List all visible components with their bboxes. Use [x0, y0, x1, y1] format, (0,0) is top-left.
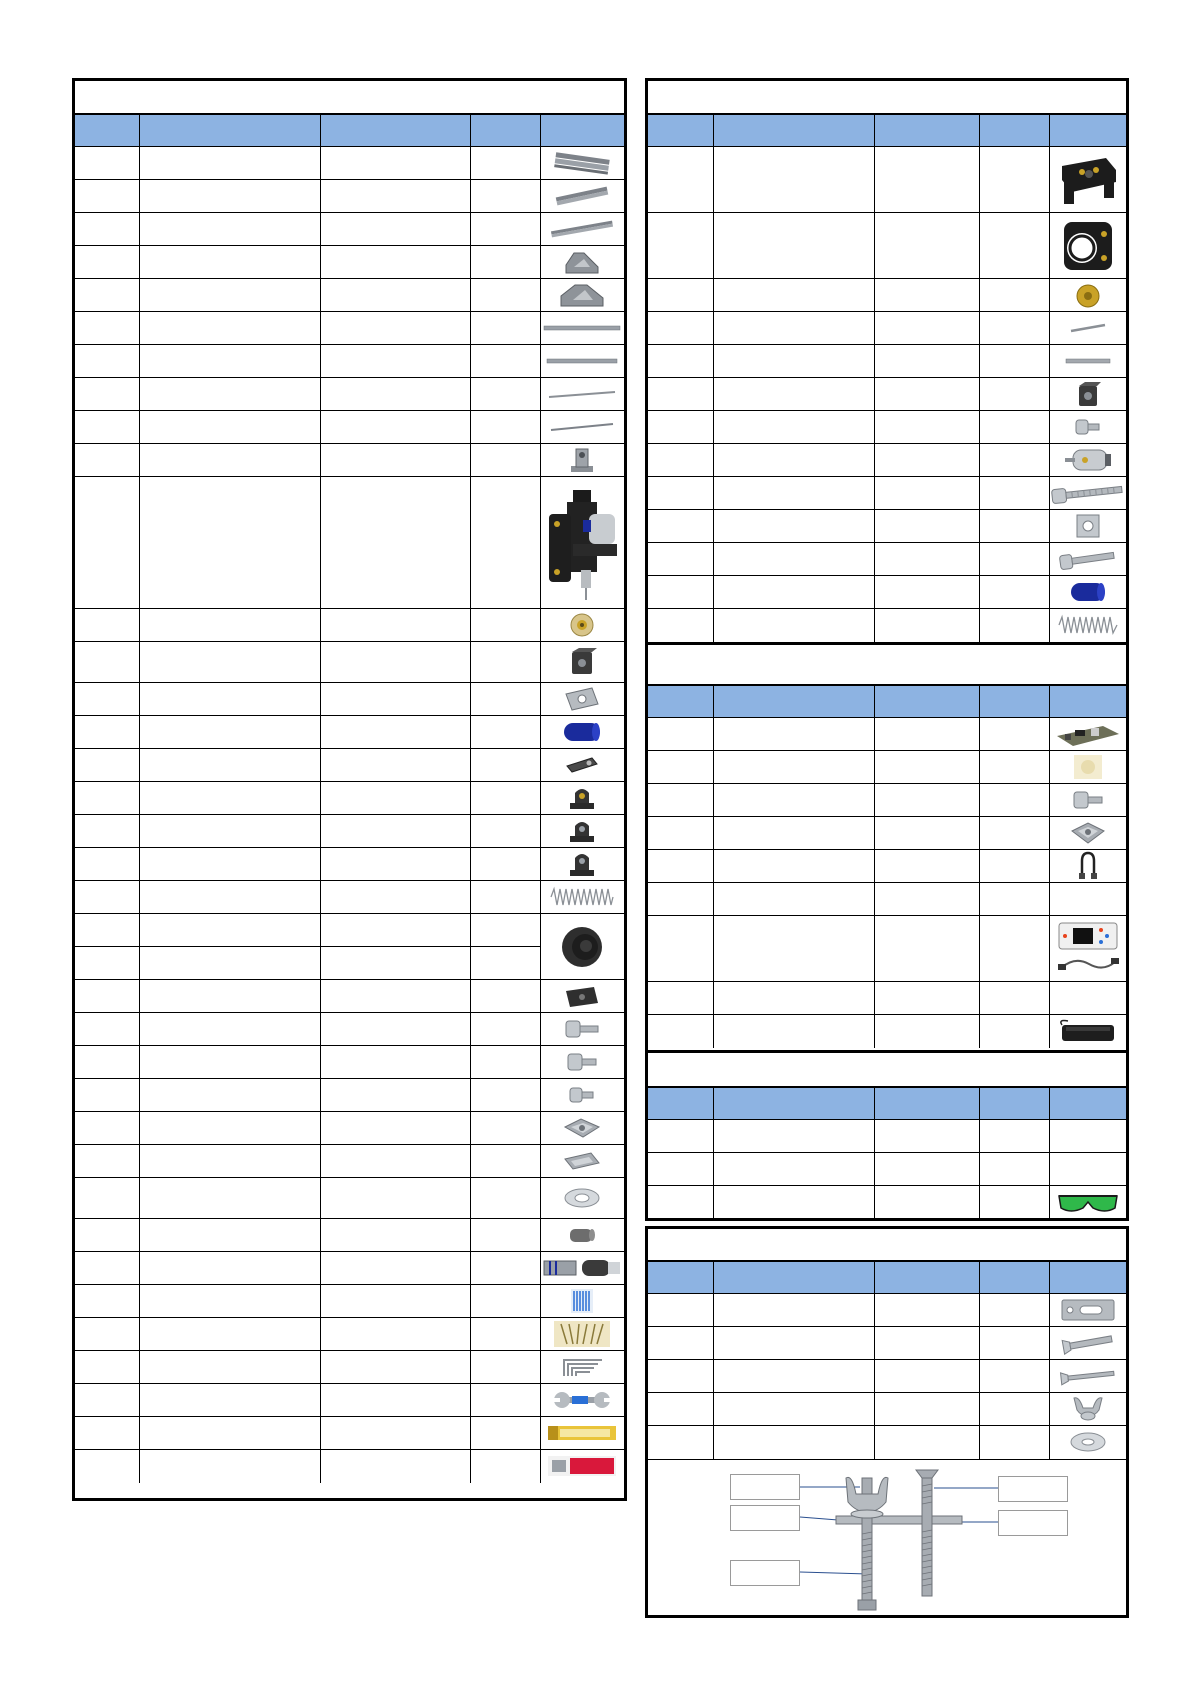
bolt-icon: [562, 1017, 602, 1041]
table-row: [75, 815, 624, 848]
corner-bracket-icon: [560, 249, 604, 275]
pillow-block-icon: [567, 850, 597, 878]
t-nut-icon: [561, 1149, 603, 1173]
col-header: [874, 1088, 979, 1120]
table-row: [75, 1417, 624, 1450]
table-row: [75, 1384, 624, 1417]
engraving-bits-icon: [553, 1320, 611, 1348]
foot-pad-icon: [562, 983, 602, 1009]
right-panel-1-title: [648, 81, 1126, 115]
table-row: [75, 1219, 624, 1252]
linear-bearing-icon: [567, 646, 597, 678]
steel-rod-icon: [1064, 356, 1112, 366]
table-row: [648, 916, 1126, 982]
col-header: [874, 1262, 979, 1294]
col-header: [1049, 1262, 1126, 1294]
col-header: [648, 686, 713, 718]
table-row: [75, 1013, 624, 1046]
table-row: [648, 718, 1126, 751]
brass-nut-icon: [1074, 280, 1102, 310]
col-header: [139, 115, 320, 147]
table-row: [75, 914, 624, 947]
col-header: [470, 115, 540, 147]
bolt-icon: [567, 1085, 597, 1105]
wrench-icon: [552, 1388, 612, 1412]
hex-keys-icon: [558, 1354, 606, 1380]
aluminum-profile-icon: [552, 151, 612, 175]
table-row: [648, 1360, 1126, 1393]
col-header: [1049, 115, 1126, 147]
right-parts-panel-4: [645, 1226, 1129, 1618]
left-panel-title: [75, 81, 624, 115]
coupling-icon: [1068, 579, 1108, 605]
table-row: [648, 1153, 1126, 1186]
pillow-block-icon: [567, 785, 597, 811]
table-row: [648, 1426, 1126, 1459]
coupling-icon: [560, 719, 604, 745]
table-row: [648, 817, 1126, 850]
col-header: [540, 115, 624, 147]
spring-icon: [1057, 614, 1119, 636]
right-parts-panel-2: [645, 645, 1129, 1053]
dc-motor-icon: [1061, 446, 1115, 474]
screw-icon: [1060, 1331, 1116, 1355]
table-row: [75, 980, 624, 1013]
table-header-row: [648, 115, 1126, 147]
usb-drive-icon: [546, 1454, 618, 1478]
table-row: [648, 213, 1126, 279]
bolt-icon: [564, 1050, 600, 1074]
table-row: [75, 683, 624, 716]
table-row: [75, 848, 624, 881]
pillow-block-icon: [567, 818, 597, 844]
table-row: [75, 444, 624, 477]
table-row: [75, 642, 624, 683]
right-parts-panel-1: [645, 78, 1129, 645]
col-header: [1049, 686, 1126, 718]
steel-rod-icon: [546, 356, 618, 366]
table-row: [75, 1252, 624, 1285]
col-header: [874, 115, 979, 147]
col-header: [1049, 1088, 1126, 1120]
long-screw-icon: [1050, 481, 1126, 505]
table-row: [75, 1351, 624, 1384]
table-row: [75, 609, 624, 642]
table-row: [648, 1015, 1126, 1048]
col-header: [979, 1262, 1049, 1294]
thin-rod-icon: [549, 421, 615, 433]
col-header: [75, 115, 139, 147]
table-row: [648, 543, 1126, 576]
table-header-row: [648, 1088, 1126, 1120]
mount-plate-icon: [562, 686, 602, 712]
clamp-plate-icon: [1060, 1297, 1116, 1323]
col-header: [713, 686, 874, 718]
right-parts-table-1: [648, 115, 1126, 642]
table-row: [75, 477, 624, 609]
table-row: [75, 1285, 624, 1318]
table-row: [75, 246, 624, 279]
table-row: [75, 213, 624, 246]
bolt-icon: [1070, 788, 1106, 812]
table-header-row: [75, 115, 624, 147]
col-header: [648, 1088, 713, 1120]
drill-bits-icon: [567, 1287, 597, 1315]
table-row: [75, 411, 624, 444]
spacer-icon: [566, 1224, 598, 1246]
col-header: [979, 686, 1049, 718]
slot-nut-icon: [564, 754, 600, 776]
left-parts-panel: [72, 78, 627, 1501]
table-row: [75, 782, 624, 815]
table-header-row: [648, 1262, 1126, 1294]
table-row: [648, 1294, 1126, 1327]
table-row: [75, 716, 624, 749]
foam-block-icon: [1071, 752, 1105, 782]
thin-rod-icon: [1068, 322, 1108, 334]
col-header: [713, 115, 874, 147]
aluminum-profile-icon: [549, 217, 615, 241]
col-header: [713, 1262, 874, 1294]
table-row: [75, 881, 624, 914]
left-parts-table: [75, 115, 624, 1483]
col-header: [648, 115, 713, 147]
right-panel-2-title: [648, 645, 1126, 686]
table-row: [648, 444, 1126, 477]
table-row: [648, 510, 1126, 543]
power-adapter-icon: [1058, 1017, 1118, 1045]
table-row: [648, 1120, 1126, 1153]
col-header: [713, 1088, 874, 1120]
corner-bracket-icon: [557, 282, 607, 308]
table-row: [648, 982, 1126, 1015]
col-header: [979, 115, 1049, 147]
table-row: [648, 609, 1126, 642]
clamp-assembly-diagram: [648, 1459, 1126, 1615]
col-header: [874, 686, 979, 718]
offline-controller-icon: [1055, 920, 1121, 978]
brass-nut-icon: [568, 611, 596, 639]
table-row: [648, 850, 1126, 883]
clamp-assembly-illustration: [648, 1460, 1126, 1615]
table-row: [648, 147, 1126, 213]
collet-icon: [542, 1255, 622, 1281]
table-header-row: [648, 686, 1126, 718]
washer-icon: [1068, 1430, 1108, 1454]
right-panel-3-title: [648, 1053, 1126, 1088]
thin-rod-icon: [547, 388, 617, 400]
table-row: [648, 411, 1126, 444]
right-parts-table-4: [648, 1262, 1126, 1459]
spring-icon: [549, 886, 615, 908]
tape-icon: [546, 1423, 618, 1443]
table-row: [648, 345, 1126, 378]
right-panel-4-title: [648, 1229, 1126, 1262]
table-row: [75, 1450, 624, 1483]
wing-nut-icon: [1071, 1394, 1105, 1424]
col-header: [320, 115, 470, 147]
motor-mount-icon: [1056, 152, 1120, 208]
steel-rod-icon: [543, 323, 621, 333]
table-row: [648, 1393, 1126, 1426]
t-nut-icon: [1068, 819, 1108, 847]
safety-glasses-icon: [1055, 1188, 1121, 1216]
long-screw-icon: [1058, 547, 1118, 571]
knob-icon: [559, 924, 605, 970]
table-row: [75, 180, 624, 213]
table-row: [75, 1112, 624, 1145]
linear-bearing-icon: [1075, 380, 1101, 408]
table-row: [648, 784, 1126, 817]
table-row: [648, 576, 1126, 609]
table-row: [75, 279, 624, 312]
right-parts-table-2: [648, 686, 1126, 1048]
table-row: [75, 312, 624, 345]
right-parts-table-3: [648, 1088, 1126, 1219]
table-row: [75, 345, 624, 378]
square-washer-icon: [1074, 512, 1102, 540]
t-nut-icon: [561, 1115, 603, 1141]
table-row: [75, 1046, 624, 1079]
washer-icon: [562, 1186, 602, 1210]
table-row: [75, 749, 624, 782]
spindle-carriage-icon: [543, 484, 621, 602]
table-row: [75, 1318, 624, 1351]
table-row: [648, 751, 1126, 784]
table-row: [75, 147, 624, 180]
col-header: [648, 1262, 713, 1294]
right-parts-panel-3: [645, 1053, 1129, 1221]
table-row: [648, 1186, 1126, 1219]
bolt-icon: [1073, 417, 1103, 437]
spindle-clamp-icon: [1058, 216, 1118, 276]
table-row: [75, 1079, 624, 1112]
table-row: [75, 1178, 624, 1219]
aluminum-profile-icon: [552, 184, 612, 208]
table-row: [75, 1145, 624, 1178]
cable-icon: [1074, 851, 1102, 881]
table-row: [75, 378, 624, 411]
col-header: [979, 1088, 1049, 1120]
table-row: [648, 477, 1126, 510]
screw-icon: [1058, 1366, 1118, 1386]
table-row: [648, 312, 1126, 345]
table-row: [648, 883, 1126, 916]
table-row: [648, 378, 1126, 411]
table-row: [648, 279, 1126, 312]
table-row: [648, 1327, 1126, 1360]
control-board-icon: [1053, 720, 1123, 748]
rod-support-icon: [567, 446, 597, 474]
